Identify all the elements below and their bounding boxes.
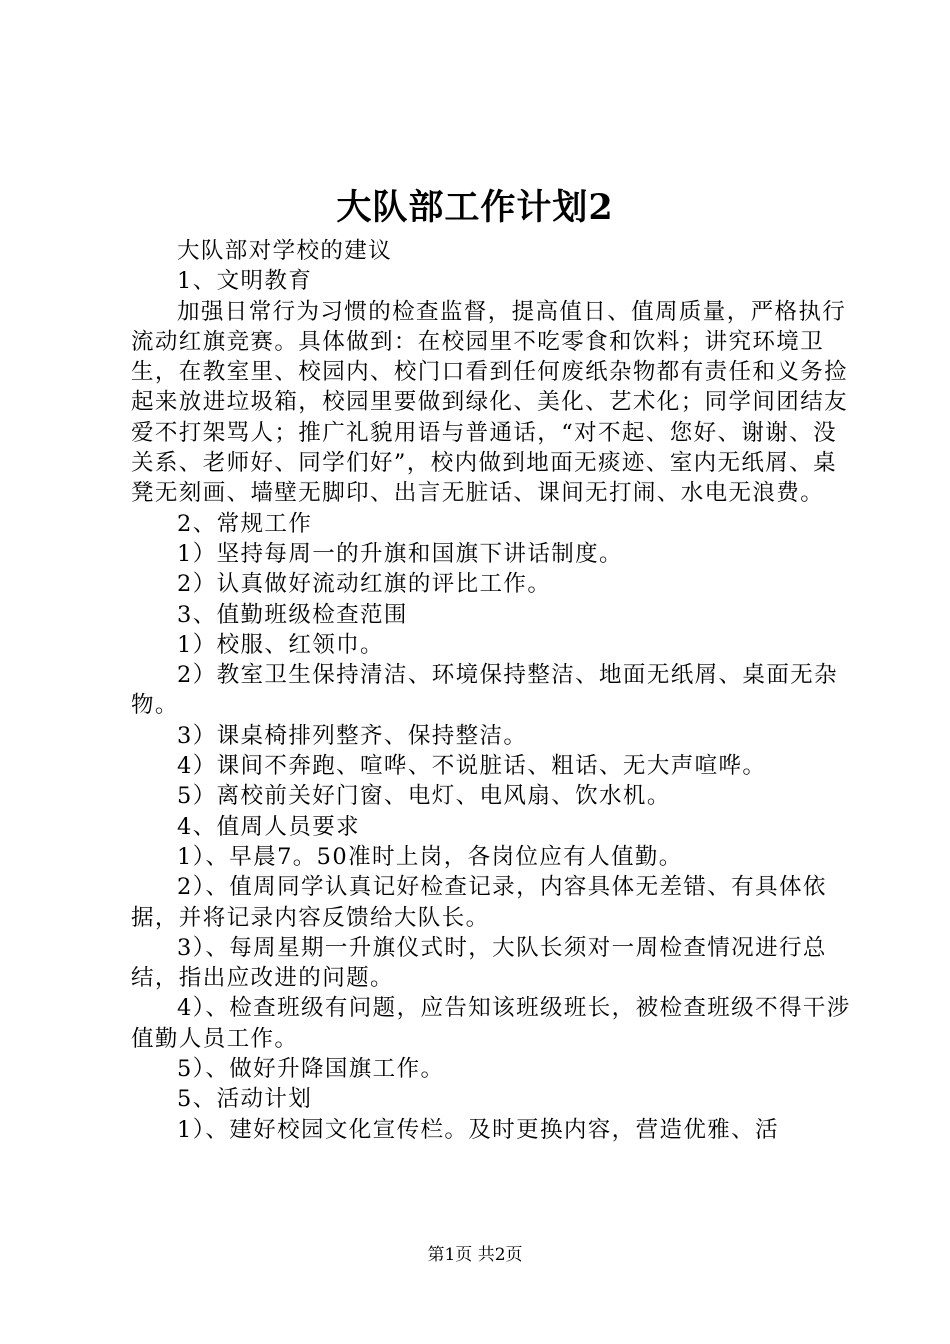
list-item: 4）、检查班级有问题，应告知该班级班长，被检查班级不得干涉值勤人员工作。 <box>131 995 851 1052</box>
list-item: 4）课间不奔跑、喧哗、不说脏话、粗话、无大声喧哗。 <box>177 753 767 780</box>
list-item: 2）教室卫生保持清洁、环境保持整洁、地面无纸屑、桌面无杂物。 <box>131 662 839 719</box>
paragraph: 大队部对学校的建议 <box>177 238 393 264</box>
list-item: 5）、做好升降国旗工作。 <box>177 1056 445 1083</box>
section-heading: 1、文明教育 <box>177 268 313 295</box>
list-item: 2）、值周同学认真记好检查记录，内容具体无差错、有具体依据，并将记录内容反馈给大队长。 <box>131 874 827 931</box>
section-heading: 4、值周人员要求 <box>177 813 361 840</box>
list-item: 1）、早晨7。50准时上岗，各岗位应有人值勤。 <box>177 843 683 870</box>
page-footer: 第1页 共2页 <box>427 1245 523 1265</box>
list-item: 1）、建好校园文化宣传栏。及时更换内容，营造优雅、活 <box>177 1116 779 1143</box>
list-item: 1）坚持每周一的升旗和国旗下讲话制度。 <box>177 540 623 567</box>
list-item: 2）认真做好流动红旗的评比工作。 <box>177 571 552 598</box>
list-item: 5）离校前关好门窗、电灯、电风扇、饮水机。 <box>177 783 671 810</box>
section-heading: 3、值勤班级检查范围 <box>177 601 408 628</box>
section-heading: 2、常规工作 <box>177 510 313 537</box>
list-item: 3）课桌椅排列整齐、保持整洁。 <box>177 722 528 749</box>
list-item: 1）校服、红领巾。 <box>177 631 384 658</box>
paragraph: 加强日常行为习惯的检查监督，提高值日、值周质量，严格执行流动红旗竞赛。具体做到：在校园里不吃零食和饮料；讲究环境卫生，在教室里、校园内、校门口看到任何废纸杂物都有责任和义务捡起来放进垃圾箱，校园里要做到绿化、美化、艺术化；同学间团结友爱不打架骂人；推广礼貌用语与普通话，“对不起、您好、谢谢、没关系、老师好、同学们好”，校内做到地面无痰迹、室内无纸屑、桌凳无刻画、墙壁无脚印、出言无脏话、课间无打闹、水电无浪费。 <box>131 298 849 507</box>
document-title: 大队部工作计划2 <box>336 187 614 228</box>
section-heading: 5、活动计划 <box>177 1086 313 1113</box>
list-item: 3）、每周星期一升旗仪式时，大队长须对一周检查情况进行总结，指出应改进的问题。 <box>131 934 827 992</box>
document-body <box>131 236 851 1145</box>
